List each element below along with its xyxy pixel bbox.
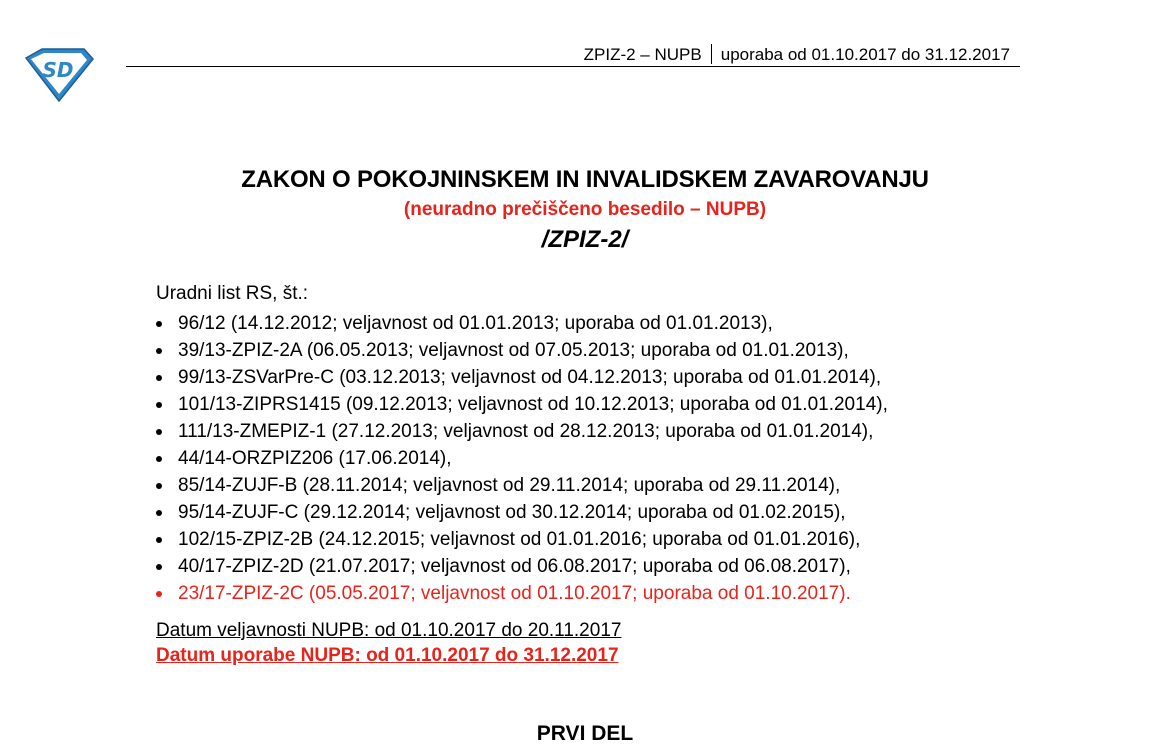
bullet-icon [156, 591, 162, 597]
header-usage-period: uporaba od 01.10.2017 do 31.12.2017 [720, 45, 1010, 64]
list-item [156, 526, 888, 553]
amendment-list [156, 310, 888, 607]
document-abbreviation: /ZPIZ-2/ [541, 226, 629, 253]
validity-date-line: Datum veljavnosti NUPB: od 01.10.2017 do 20.11.2017 [156, 620, 622, 641]
list-item [156, 364, 888, 391]
amendment-text: 23/17-ZPIZ-2C (05.05.2017; veljavnost od 01.10.2017; uporaba od 01.10.2017). [178, 583, 851, 604]
usage-date-line: Datum uporabe NUPB: od 01.10.2017 do 31.12.2017 [156, 645, 619, 666]
bullet-icon [156, 483, 162, 489]
list-item [156, 337, 888, 364]
amendment-text: 102/15-ZPIZ-2B (24.12.2015; veljavnost od 01.01.2016; uporaba od 01.01.2016), [178, 529, 861, 550]
header-law-code: ZPIZ-2 – NUPB [583, 45, 702, 64]
bullet-icon [156, 321, 162, 327]
amendment-text: 99/13-ZSVarPre-C (03.12.2013; veljavnost od 04.12.2013; uporaba od 01.01.2014), [178, 367, 882, 388]
bullet-icon [156, 348, 162, 354]
bullet-icon [156, 537, 162, 543]
list-item [156, 310, 888, 337]
list-item [156, 445, 888, 472]
bullet-icon [156, 564, 162, 570]
svg-text:SD: SD [42, 58, 74, 82]
bullet-icon [156, 402, 162, 408]
list-item [156, 553, 888, 580]
amendment-text: 95/14-ZUJF-C (29.12.2014; veljavnost od 30.12.2014; uporaba od 01.02.2015), [178, 502, 846, 523]
amendment-text: 40/17-ZPIZ-2D (21.07.2017; veljavnost od 06.08.2017; uporaba od 06.08.2017), [178, 556, 851, 577]
list-item [156, 391, 888, 418]
list-item [156, 472, 888, 499]
amendment-text: 39/13-ZPIZ-2A (06.05.2013; veljavnost od 07.05.2013; uporaba od 01.01.2013), [178, 340, 849, 361]
amendment-text: 85/14-ZUJF-B (28.11.2014; veljavnost od 29.11.2014; uporaba od 29.11.2014), [178, 475, 841, 496]
publisher-logo-icon [22, 44, 96, 104]
list-item [156, 418, 888, 445]
list-item-current-amendment [156, 580, 888, 607]
header-separator [711, 44, 712, 64]
bullet-icon [156, 375, 162, 381]
amendment-text: 44/14-ORZPIZ206 (17.06.2014), [178, 448, 452, 469]
bullet-icon [156, 429, 162, 435]
header-divider [126, 66, 1020, 67]
amendment-text: 111/13-ZMEPIZ-1 (27.12.2013; veljavnost od 28.12.2013; uporaba od 01.01.2014), [178, 421, 874, 442]
amendment-text: 96/12 (14.12.2012; veljavnost od 01.01.2013; uporaba od 01.01.2013), [178, 313, 773, 334]
document-subtitle: (neuradno prečiščeno besedilo – NUPB) [403, 199, 767, 220]
running-header [440, 44, 1010, 65]
bullet-icon [156, 510, 162, 516]
bullet-icon [156, 456, 162, 462]
gazette-label: Uradni list RS, št.: [156, 283, 309, 304]
part-heading: PRVI DEL [536, 722, 634, 745]
amendment-text: 101/13-ZIPRS1415 (09.12.2013; veljavnost od 10.12.2013; uporaba od 01.01.2014), [178, 394, 888, 415]
document-title: ZAKON O POKOJNINSKEM IN INVALIDSKEM ZAVAROVANJU [241, 166, 929, 193]
list-item [156, 499, 888, 526]
